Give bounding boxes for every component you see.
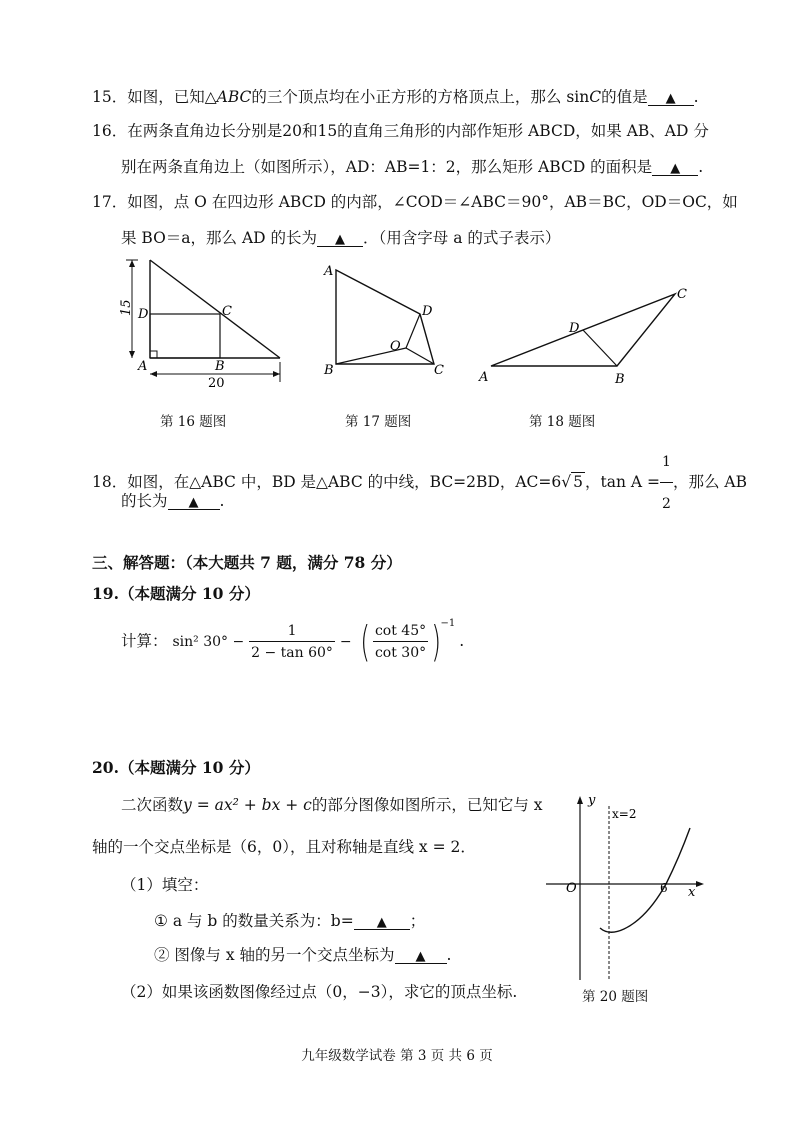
fig16-label-20: 20 (208, 376, 225, 391)
q20-sub2-blank: ▲ (395, 950, 447, 964)
fig20-axis-line-label: x=2 (612, 807, 637, 821)
q20-sub2-text: ② 图像与 x 轴的另一个交点坐标为 (154, 946, 395, 964)
fig16-hypotenuse (150, 260, 280, 358)
fig18-label-b: B (615, 372, 625, 387)
fig16-arrow-right (273, 371, 280, 377)
fig20-y-label: y (588, 793, 596, 808)
question-19-expression (121, 612, 465, 667)
figure-18 (475, 284, 700, 389)
q20-sub1-end: ； (409, 912, 426, 930)
q20-sub2-end: . (446, 946, 452, 964)
fig20-caption: 第 20 题图 (582, 989, 649, 1005)
q19-compute-label: 计算： (121, 632, 168, 651)
q20-line1-a: 二次函数 (121, 796, 184, 814)
q19-exponent: −1 (440, 618, 456, 629)
q15-text-a: 如图，已知△ (127, 88, 217, 106)
q18-end: . (219, 492, 225, 510)
fig20-y-arrow (577, 796, 583, 804)
q18-answer-blank: ▲ (168, 496, 220, 510)
fig16-right-angle-mark (150, 351, 157, 358)
figure-20-graph (542, 790, 712, 985)
question-20-line1 (121, 798, 543, 814)
q15-text-c: 的值是 (601, 88, 648, 106)
fig16-caption: 第 16 题图 (160, 414, 227, 430)
q15-abc: ABC (216, 88, 252, 106)
q20-line1-b: 的部分图像如图所示，已知它与 x (311, 796, 543, 814)
q19-end: . (459, 632, 465, 651)
q19-frac-den: 2 − tan 60° (251, 645, 333, 662)
q20-sub1-blank: ▲ (354, 916, 410, 930)
q18-number: 18． (92, 473, 128, 491)
q18-frac-num: 1 (660, 443, 673, 483)
question-16-line2 (121, 160, 703, 176)
q17-answer-blank: ▲ (317, 233, 363, 247)
q19-score: （本题满分 10 分） (118, 584, 260, 603)
q19-number: 19. (92, 584, 119, 603)
question-20-part2: （2）如果该函数图像经过点（0，−3），求它的顶点坐标. (121, 983, 518, 1001)
question-20-header (92, 760, 260, 776)
fig20-six-label: 6 (660, 881, 668, 895)
fig17-label-a: A (324, 264, 334, 279)
fig16-rectangle (150, 314, 220, 358)
page-footer: 九年级数学试卷 第 3 页 共 6 页 (301, 1048, 493, 1064)
fig16-label-c: C (222, 304, 232, 319)
q18-tan-fraction (660, 443, 673, 523)
question-17-line1 (92, 195, 738, 211)
fig18-label-d: D (569, 321, 580, 336)
fig20-x-arrow (696, 881, 704, 887)
q20-number: 20. (92, 758, 119, 777)
q18-ac-radicand: 5 (573, 473, 584, 491)
q19-fraction (249, 622, 335, 662)
q16-end: . (698, 158, 704, 176)
q19-inner-num: cot 45° (373, 622, 428, 642)
question-18-line1: 18．如图，在△ABC 中，BD 是△ABC 的中线，BC=2BD，AC=6√ 5 ，tan A = $\frac{1}{2}$ ，那么 AB (92, 443, 747, 481)
fig16-arrow-up (129, 260, 135, 267)
fig20-x-label: x (688, 885, 696, 900)
fig17-label-o: O (390, 339, 401, 354)
q15-c: C (589, 88, 602, 106)
q18-frac-den: 2 (662, 496, 671, 512)
q19-cot-fraction (373, 622, 428, 662)
question-15 (92, 90, 699, 106)
q17-line1: 如图，点 O 在四边形 ABCD 的内部，∠COD＝∠ABC＝90°，AB＝BC，OD＝OC，如 (127, 193, 738, 211)
fig17-label-d: D (422, 304, 433, 319)
question-20-sub2 (154, 948, 451, 964)
section-3-title: 三、解答题：（本大题共 7 题，满分 78 分） (92, 553, 402, 572)
q18-text-a: 如图，在△ABC 中，BD 是△ABC 的中线，BC=2BD，AC= (127, 473, 552, 491)
fig17-label-c: C (434, 363, 444, 378)
q19-minus: − (339, 634, 352, 651)
question-16-line1 (92, 124, 709, 140)
q18-text-b: ，tan A = (585, 473, 661, 491)
q19-inner-den: cot 30° (374, 645, 427, 662)
q16-line1: 在两条直角边长分别是20和15的直角三角形的内部作矩形 ABCD，如果 AB、AD 分 (127, 122, 709, 140)
question-20-sub1 (154, 914, 425, 930)
question-18-line2 (121, 494, 224, 510)
q20-formula: y = ax² + bx + c (183, 796, 312, 814)
q17-line2-a: 果 BO＝a，那么 AD 的长为 (121, 229, 318, 247)
fig16-label-15: 15 (119, 299, 134, 316)
q17-number: 17． (92, 193, 128, 211)
fig17-caption: 第 17 题图 (345, 414, 412, 430)
fig16-arrow-down (129, 351, 135, 358)
q15-end: . (693, 88, 699, 106)
q18-ac-coef: 6 (551, 473, 562, 491)
fig20-origin-label: O (566, 881, 577, 896)
figure-16 (118, 252, 298, 397)
q15-text-b: 的三个顶点均在小正方形的方格顶点上，那么 sin (251, 88, 590, 106)
q16-answer-blank: ▲ (652, 162, 698, 176)
fig17-segment-od (406, 314, 420, 348)
q16-number: 16． (92, 122, 128, 140)
fig16-label-d: D (138, 307, 149, 322)
q17-line2-b: ．（用含字母 a 的式子表示） (363, 229, 561, 247)
q15-answer-blank: ▲ (648, 92, 694, 106)
question-17-line2 (121, 231, 560, 247)
question-20-line2: 轴的一个交点坐标是（6，0），且对称轴是直线 x = 2． (92, 838, 476, 856)
q16-line2: 别在两条直角边上（如图所示），AD：AB=1：2，那么矩形 ABCD 的面积是 (121, 158, 653, 176)
question-19-header (92, 586, 260, 602)
question-20-part1: （1）填空： (121, 876, 209, 894)
fig16-arrow-left (150, 371, 157, 377)
fig17-label-b: B (324, 363, 334, 378)
fig16-label-a: A (138, 359, 148, 374)
figure-17 (318, 262, 458, 382)
fig18-label-c: C (677, 287, 687, 302)
q19-right-paren: ) (431, 617, 442, 667)
q18-line2: 的长为 (121, 492, 168, 510)
q19-left-paren: ( (359, 617, 370, 667)
q15-number: 15． (92, 88, 128, 106)
q19-term1: sin² 30° − (172, 634, 245, 651)
fig18-median-bd (583, 330, 617, 366)
fig20-parabola (600, 828, 690, 932)
fig18-caption: 第 18 题图 (529, 414, 596, 430)
q20-sub1-text: ① a 与 b 的数量关系为：b= (154, 912, 354, 930)
fig16-label-b: B (215, 359, 225, 374)
fig18-label-a: A (479, 370, 489, 385)
q18-text-c: ，那么 AB (672, 473, 747, 491)
q19-frac-num: 1 (249, 622, 335, 642)
q20-score: （本题满分 10 分） (118, 758, 260, 777)
